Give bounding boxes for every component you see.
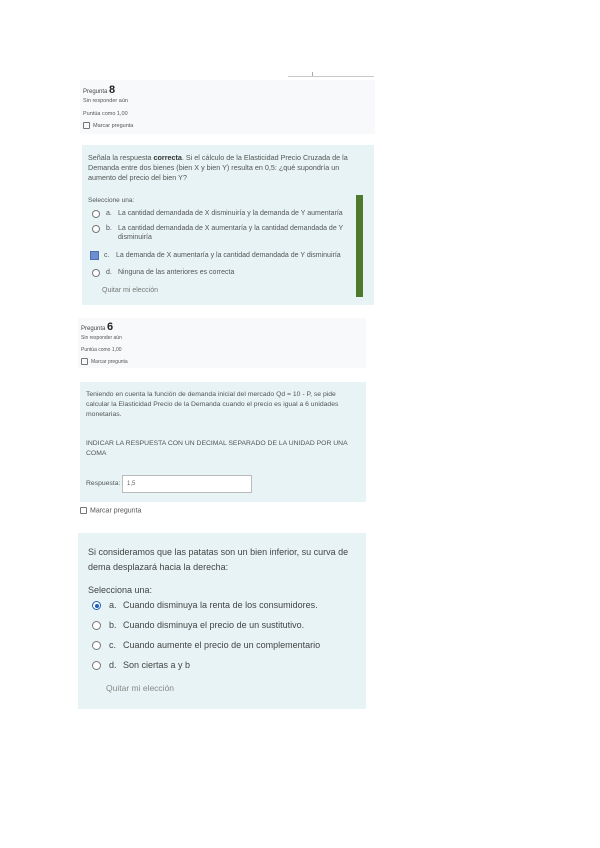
option-a[interactable] [92,600,362,611]
option-c[interactable] [90,251,352,260]
option-text: La cantidad demandada de X disminuiría y la demanda de Y aumentaría [118,210,343,217]
option-b[interactable] [92,224,352,242]
question-8-title [83,84,115,96]
question-label: Pregunta [83,89,108,95]
flag-label: Marcar pregunta [91,359,128,365]
top-divider-tick [312,72,313,76]
flag-question-6[interactable] [81,358,128,367]
question-number: 6 [107,321,114,333]
question-8-text [88,153,356,183]
selected-checkbox-icon[interactable] [90,251,99,260]
select-one-label: Seleccione una: [88,197,135,204]
radio-button[interactable] [92,210,100,218]
radio-button[interactable] [92,269,100,277]
question-text-end: . Si el cálculo de la Elasticidad Precio Cruzada de la Demanda entre dos bienes (bien X y bien Y) resulta en 0,5: ¿qué supondría un aumento del precio del bien Y? [88,153,348,182]
question-8-status: Sin responder aún [83,98,128,104]
option-b[interactable] [92,620,362,631]
flag-label: Marcar pregunta [90,507,142,515]
question-label: Pregunta [81,326,106,332]
flag-icon [83,122,90,129]
option-letter: d. [106,269,112,276]
question-8-points: Puntúa como 1,00 [83,111,128,117]
clear-choice-link[interactable]: Quitar mi elección [102,287,159,294]
radio-button-selected[interactable] [92,601,101,610]
option-text: Ninguna de las anteriores es correcta [118,269,235,276]
clear-choice-link[interactable]: Quitar mi elección [106,683,175,693]
question-text-start: Señala la respuesta [88,153,154,162]
option-letter: d. [109,660,117,670]
question-6-status: Sin responder aún [81,335,122,341]
flag-question-8[interactable] [83,122,133,131]
option-text: La demanda de X aumentaría y la cantidad demandada de Y disminuiría [116,252,341,259]
answer-label: Respuesta: [86,480,121,487]
answer-input[interactable]: 1,5 [122,475,252,493]
question-number: 8 [109,84,116,96]
flag-icon [80,507,87,514]
flag-icon [81,358,88,365]
top-divider [288,76,374,77]
select-one-label: Selecciona una: [88,585,153,595]
radio-button[interactable] [92,641,101,650]
option-text: Cuando aumente el precio de un complementario [123,640,321,650]
question-6-info [78,318,366,368]
radio-button[interactable] [92,225,100,233]
question-last-text: Si consideramos que las patatas son un bien inferior, su curva de dema desplazará hacia la derecha: [88,547,349,572]
option-letter: b. [109,620,117,630]
option-letter: a. [109,600,117,610]
option-letter: c. [109,640,117,650]
question-8-info [80,80,375,134]
question-8-panel [82,145,374,305]
option-text: Son ciertas a y b [123,660,191,670]
question-6-instruction: INDICAR LA RESPUESTA CON UN DECIMAL SEPARADO DE LA UNIDAD POR UNA COMA [86,440,348,457]
question-last-panel [78,533,366,709]
option-letter: b. [106,225,112,232]
question-6-points: Puntúa como 1,00 [81,347,122,353]
option-letter: a. [106,210,112,217]
option-letter: c. [104,252,110,259]
flag-label: Marcar pregunta [93,123,134,129]
flag-question-last[interactable] [80,507,141,514]
question-text-bold: correcta [153,153,182,162]
question-6-text: Teniendo en cuenta la función de demanda inicial del mercado Qd = 10 - P, se pide calcular la Elasticidad Precio de la Demanda cuando el precio es igual a 6 unidades monetarias. [86,391,339,418]
question-6-title [81,321,113,333]
feedback-bar [356,195,363,297]
option-d[interactable] [92,660,362,671]
option-text: Cuando disminuya la renta de los consumidores. [123,600,318,610]
radio-button[interactable] [92,621,101,630]
option-d[interactable] [92,268,352,277]
question-6-panel [80,382,366,502]
option-text: La cantidad demandada de X aumentaría y la cantidad demandada de Y disminuiría [118,225,344,241]
option-a[interactable] [92,209,352,218]
option-text: Cuando disminuya el precio de un sustitutivo. [123,620,305,630]
radio-button[interactable] [92,661,101,670]
option-c[interactable] [92,640,362,651]
